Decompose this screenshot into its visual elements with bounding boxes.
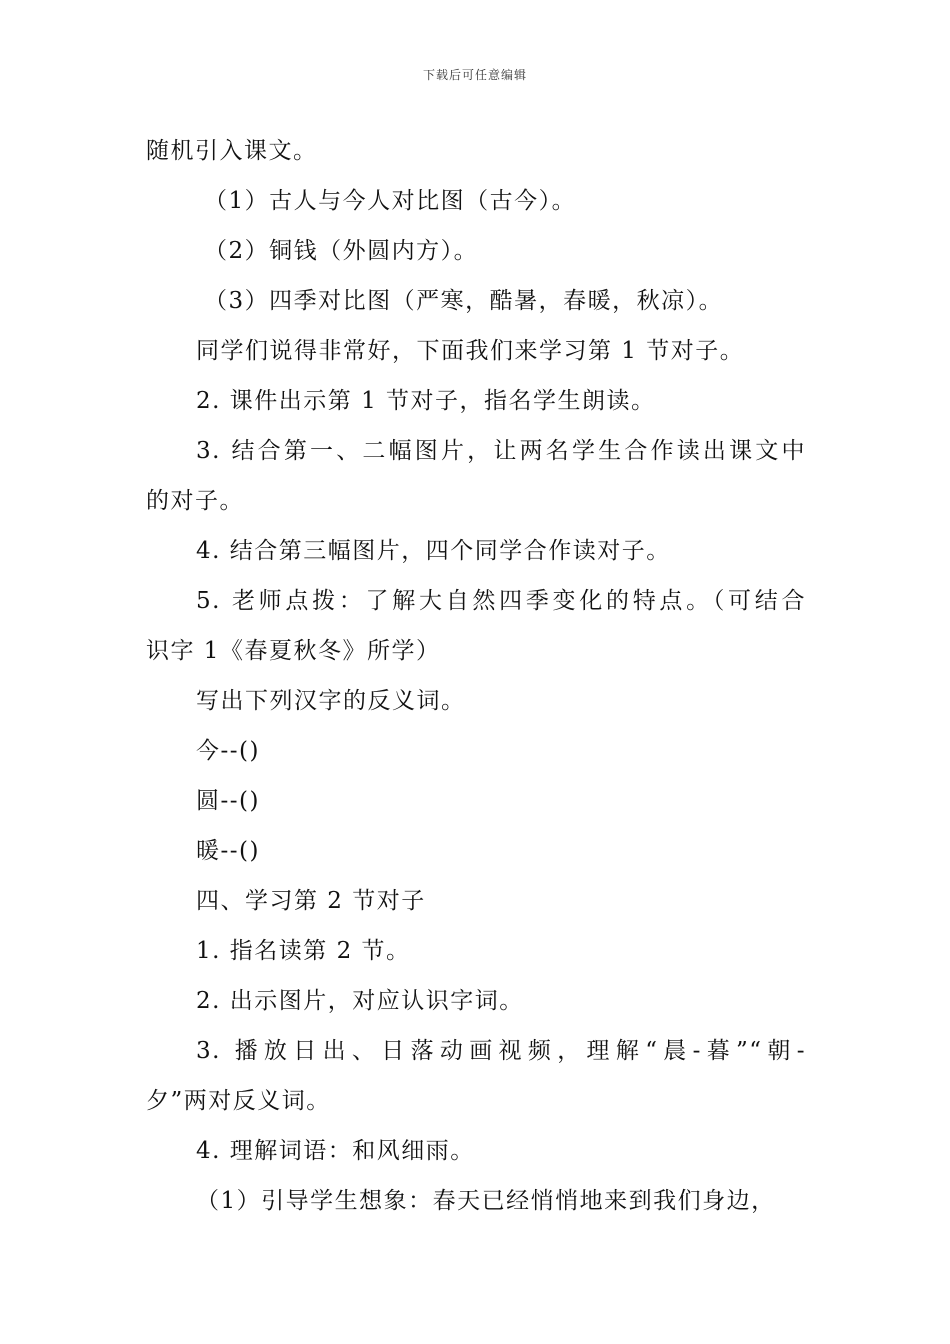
paragraph-continuation: 识字 1《春夏秋冬》所学） bbox=[146, 638, 441, 664]
paragraph-continuation: 的对子。 bbox=[146, 488, 244, 514]
paragraph-continuation: 夕”两对反义词。 bbox=[146, 1088, 331, 1114]
list-item: （3）四季对比图（严寒，酷暑，春暖，秋凉）。 bbox=[204, 288, 724, 314]
step-item: 1. 指名读第 2 节。 bbox=[196, 938, 411, 964]
document-body bbox=[146, 126, 806, 1226]
step-item: 4. 理解词语：和风细雨。 bbox=[196, 1138, 475, 1164]
paragraph-line: 同学们说得非常好，下面我们来学习第 1 节对子。 bbox=[196, 338, 745, 364]
section-heading: 四、学习第 2 节对子 bbox=[196, 888, 426, 914]
exercise-item: 圆--() bbox=[196, 788, 260, 814]
step-item: 2. 出示图片，对应认识字词。 bbox=[196, 988, 524, 1014]
exercise-item: 暖--() bbox=[196, 838, 260, 864]
list-item: （2）铜钱（外圆内方）。 bbox=[204, 238, 479, 264]
exercise-item: 今--() bbox=[196, 738, 260, 764]
step-item: 2. 课件出示第 1 节对子，指名学生朗读。 bbox=[196, 388, 656, 414]
step-item: 5. 老师点拨：了解大自然四季变化的特点。（可结合 bbox=[196, 588, 806, 614]
step-item: 3. 结合第一、二幅图片，让两名学生合作读出课文中 bbox=[196, 438, 806, 464]
list-item: （1）古人与今人对比图（古今）。 bbox=[204, 188, 577, 214]
page-header-note: 下载后可任意编辑 bbox=[422, 68, 527, 82]
exercise-instruction: 写出下列汉字的反义词。 bbox=[196, 688, 466, 714]
paragraph-line: 随机引入课文。 bbox=[146, 138, 318, 164]
step-item: 4. 结合第三幅图片，四个同学合作读对子。 bbox=[196, 538, 671, 564]
step-item: 3. 播放日出、日落动画视频，理解“晨-暮”“朝- bbox=[196, 1038, 806, 1064]
list-item: （1）引导学生想象：春天已经悄悄地来到我们身边， bbox=[196, 1188, 776, 1214]
